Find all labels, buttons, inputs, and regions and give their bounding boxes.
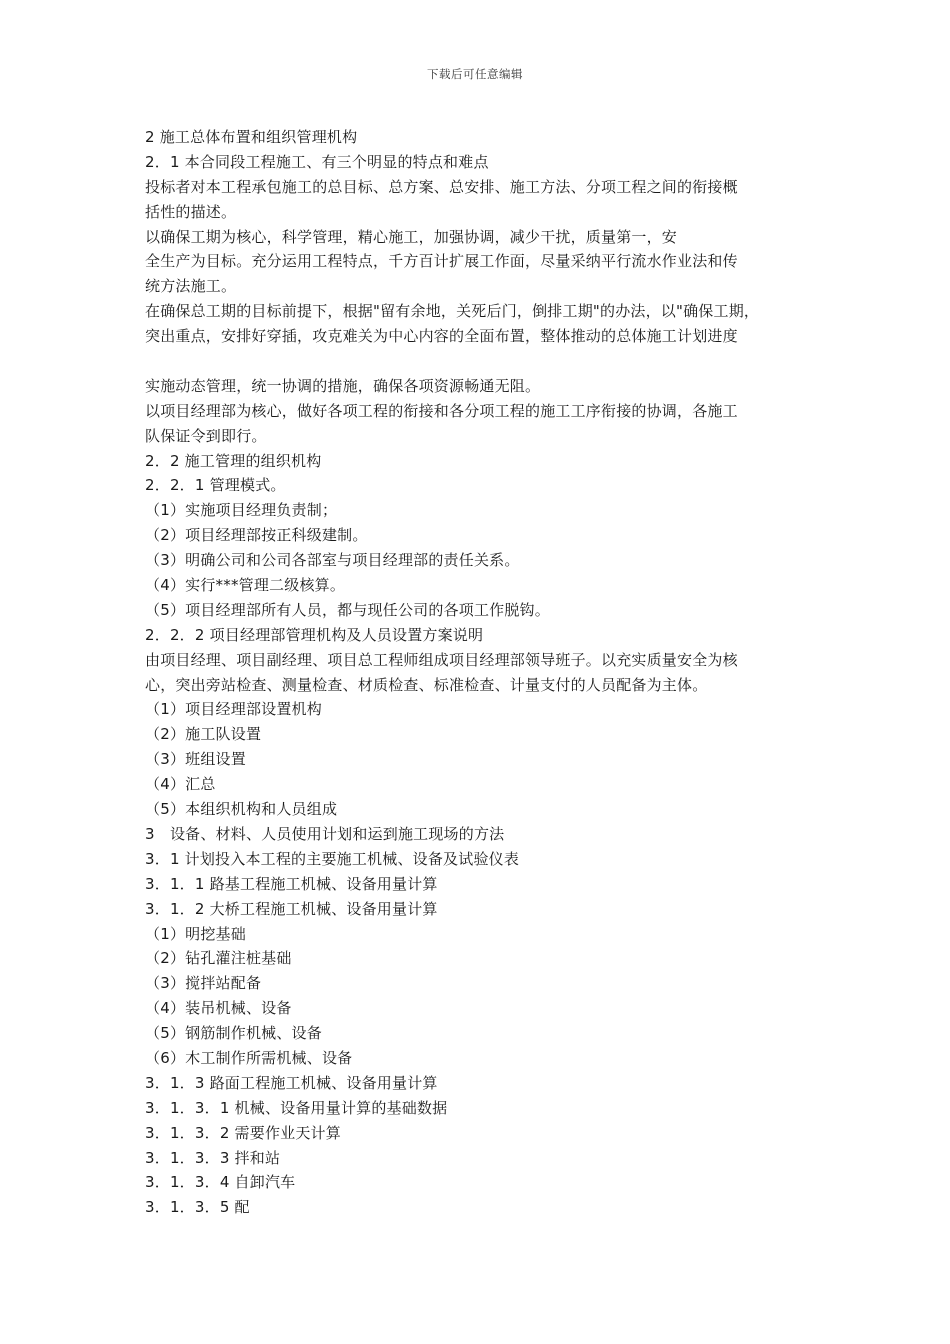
paragraph-line: 实施动态管理，统一协调的措施，确保各项资源畅通无阻。 (145, 376, 541, 395)
paragraph-line: 以确保工期为核心，科学管理，精心施工，加强协调，减少干扰，质量第一，安 (145, 227, 678, 246)
section-heading: 2 施工总体布置和组织管理机构 (145, 128, 358, 146)
subsection-heading: 2．2．1 管理模式。 (145, 476, 286, 495)
list-item: （1）明挖基础 (145, 924, 246, 943)
paragraph-line: 由项目经理、项目副经理、项目总工程师组成项目经理部领导班子。以充实质量安全为核 (145, 650, 738, 669)
list-item: （3）明确公司和公司各部室与项目经理部的责任关系。 (145, 551, 520, 570)
paragraph-line: 统方法施工。 (145, 277, 237, 296)
subsection-heading: 3．1．3．3 拌和站 (145, 1148, 281, 1167)
subsection-heading: 3．1．3．2 需要作业天计算 (145, 1123, 341, 1142)
subsection-heading: 3．1．3．5 配 (145, 1198, 250, 1217)
list-item: （4）装吊机械、设备 (145, 999, 292, 1018)
subsection-heading: 3．1 计划投入本工程的主要施工机械、设备及试验仪表 (145, 849, 520, 868)
list-item: （1）项目经理部设置机构 (145, 700, 322, 719)
list-item: （4）实行***管理二级核算。 (145, 576, 346, 595)
list-item: （5）钢筋制作机械、设备 (145, 1024, 322, 1043)
list-item: （5）项目经理部所有人员，都与现任公司的各项工作脱钩。 (145, 600, 550, 619)
list-item: （2）施工队设置 (145, 725, 262, 744)
subsection-heading: 3．1．3 路面工程施工机械、设备用量计算 (145, 1073, 438, 1092)
list-item: （5）本组织机构和人员组成 (145, 800, 338, 819)
document-body (145, 125, 810, 1220)
list-item: （4）汇总 (145, 775, 216, 794)
list-item: （3）搅拌站配备 (145, 974, 262, 993)
section-heading: 3 设备、材料、人员使用计划和运到施工现场的方法 (145, 824, 505, 843)
paragraph-line: 突出重点，安排好穿插，攻克难关为中心内容的全面布置，整体推动的总体施工计划进度 (145, 327, 738, 346)
list-item: （3）班组设置 (145, 750, 246, 769)
page-header: 下载后可任意编辑 (427, 67, 523, 81)
subsection-heading: 2．2．2 项目经理部管理机构及人员设置方案说明 (145, 625, 484, 644)
paragraph-line: 全生产为目标。充分运用工程特点，千方百计扩展工作面，尽量采纳平行流水作业法和传 (145, 252, 738, 271)
paragraph-line: 心，突出旁站检查、测量检查、材质检查、标准检查、计量支付的人员配备为主体。 (145, 675, 708, 694)
paragraph-line: 括性的描述。 (145, 202, 237, 221)
paragraph-line: 队保证令到即行。 (145, 426, 267, 445)
list-item: （6）木工制作所需机械、设备 (145, 1048, 353, 1067)
subsection-heading: 3．1．3．4 自卸汽车 (145, 1173, 296, 1192)
subsection-heading: 3．1．3．1 机械、设备用量计算的基础数据 (145, 1098, 448, 1117)
list-item: （2）项目经理部按正科级建制。 (145, 526, 368, 545)
list-item: （1）实施项目经理负责制； (145, 501, 338, 520)
blank-line (145, 349, 810, 374)
subsection-heading: 2．2 施工管理的组织机构 (145, 451, 322, 470)
paragraph-line: 在确保总工期的目标前提下，根据"留有余地，关死后门，倒排工期"的办法，以"确保工期， (145, 302, 760, 321)
subsection-heading: 3．1．2 大桥工程施工机械、设备用量计算 (145, 899, 438, 918)
paragraph-line: 以项目经理部为核心，做好各项工程的衔接和各分项工程的施工工序衔接的协调，各施工 (145, 401, 738, 420)
paragraph-line: 投标者对本工程承包施工的总目标、总方案、总安排、施工方法、分项工程之间的衔接概 (145, 177, 738, 196)
subsection-heading: 3．1．1 路基工程施工机械、设备用量计算 (145, 874, 438, 893)
list-item: （2）钻孔灌注桩基础 (145, 949, 292, 968)
subsection-heading: 2．1 本合同段工程施工、有三个明显的特点和难点 (145, 152, 489, 171)
